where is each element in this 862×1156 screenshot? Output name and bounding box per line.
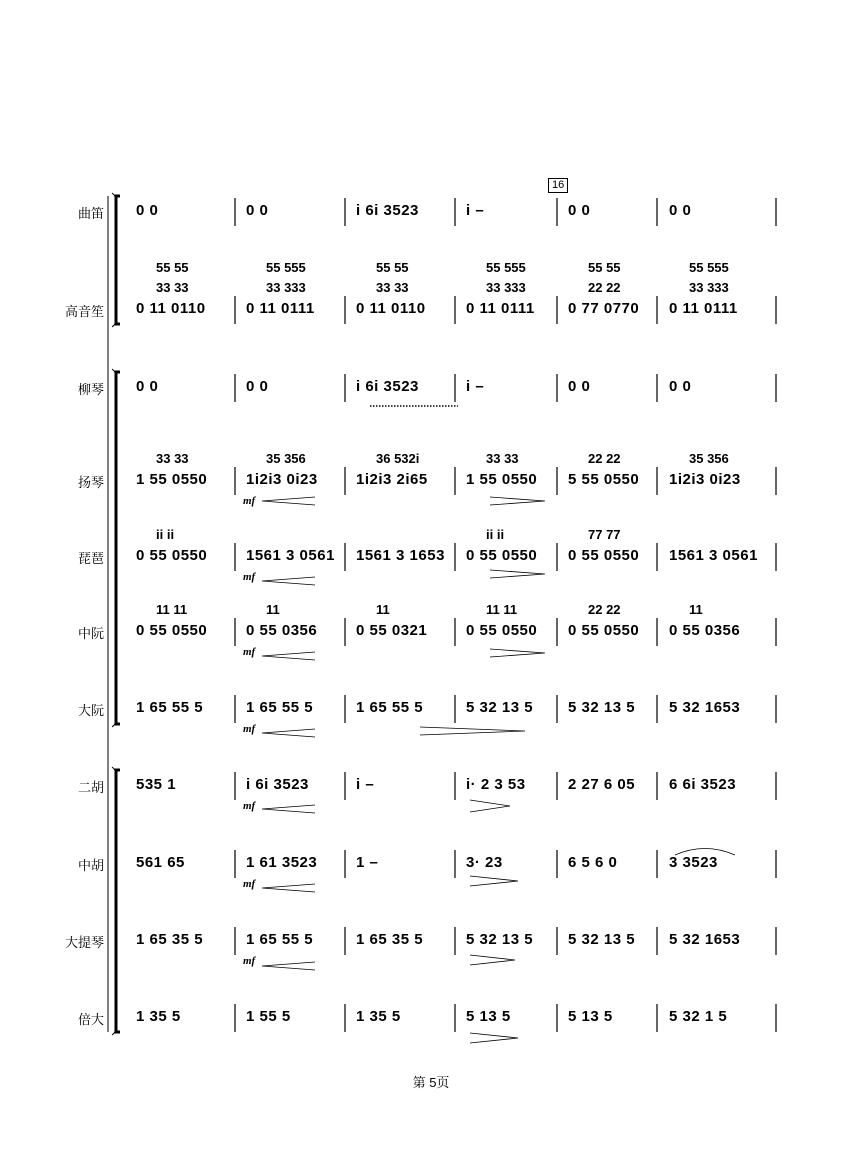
chord-upper-notes: 33 333 <box>266 280 306 295</box>
measure-notes: 5 32 1653 <box>669 699 741 716</box>
measure-notes: 6 6i 3523 <box>669 776 737 793</box>
measure-notes: 535 1 <box>136 776 177 793</box>
measure-notes: 0 55 0550 <box>568 622 640 639</box>
chord-upper-notes: 55 55 <box>156 260 189 275</box>
measure-notes: 0 0 <box>136 202 159 219</box>
measure-notes: 0 77 0770 <box>568 300 640 317</box>
chord-upper-notes: 55 555 <box>486 260 526 275</box>
chord-upper-notes: 33 33 <box>156 280 189 295</box>
instrument-label: 高音笙 <box>64 304 104 319</box>
measure-notes: 1 35 5 <box>136 1008 181 1025</box>
instrument-label: 中胡 <box>77 858 104 873</box>
chord-upper-notes: 22 22 <box>588 602 621 617</box>
measure-notes: 5 13 5 <box>466 1008 511 1025</box>
measure-notes: 0 55 0550 <box>136 547 208 564</box>
measure-notes: 0 0 <box>246 378 269 395</box>
measure-notes: 1 65 35 5 <box>136 931 204 948</box>
measure-notes: 1 65 55 5 <box>356 699 424 716</box>
measure-notes: 1561 3 0561 <box>246 547 335 564</box>
measure-notes: 0 11 0110 <box>136 300 206 317</box>
dynamic-marking: mf <box>243 646 256 658</box>
chord-upper-notes: 22 22 <box>588 451 621 466</box>
instrument-label: 倍大 <box>77 1012 104 1027</box>
rehearsal-mark: 16 <box>548 178 568 193</box>
instrument-label: 大提琴 <box>64 935 104 950</box>
measure-notes: 5 32 1653 <box>669 931 741 948</box>
chord-upper-notes: ii ii <box>486 527 505 542</box>
instrument-label: 中阮 <box>77 626 104 641</box>
measure-notes: 0 11 0111 <box>246 300 315 317</box>
dynamic-marking: mf <box>243 800 256 812</box>
measure-notes: 5 32 13 5 <box>466 699 534 716</box>
measure-notes: i 6i 3523 <box>356 202 419 219</box>
measure-notes: 1i2i3 0i23 <box>246 471 318 488</box>
chord-upper-notes: 55 555 <box>689 260 729 275</box>
measure-notes: 1 55 0550 <box>136 471 208 488</box>
chord-upper-notes: 35 356 <box>689 451 729 466</box>
chord-upper-notes: 11 <box>266 602 280 617</box>
instrument-label: 大阮 <box>77 703 104 718</box>
measure-notes: 2 27 6 05 <box>568 776 636 793</box>
measure-notes: 1561 3 1653 <box>356 547 445 564</box>
instrument-label: 二胡 <box>77 780 104 795</box>
measure-notes: 3 3523 <box>669 854 718 871</box>
measure-notes: 0 55 0356 <box>246 622 318 639</box>
chord-upper-notes: 11 <box>376 602 390 617</box>
chord-upper-notes: 11 11 <box>156 602 188 617</box>
instrument-label: 曲笛 <box>77 206 104 221</box>
measure-notes: 0 55 0550 <box>136 622 208 639</box>
dynamic-marking: mf <box>243 955 256 967</box>
chord-upper-notes: 22 22 <box>588 280 621 295</box>
measure-notes: 5 32 1 5 <box>669 1008 728 1025</box>
measure-notes: 1i2i3 2i65 <box>356 471 428 488</box>
measure-notes: 0 0 <box>568 202 591 219</box>
dynamic-marking: mf <box>243 495 256 507</box>
measure-notes: 0 55 0550 <box>466 547 538 564</box>
chord-upper-notes: 33 333 <box>486 280 526 295</box>
measure-notes: 1 65 35 5 <box>356 931 424 948</box>
measure-notes: 1 – <box>356 854 379 871</box>
measure-notes: 1 35 5 <box>356 1008 401 1025</box>
chord-upper-notes: 55 55 <box>588 260 621 275</box>
chord-upper-notes: 33 333 <box>689 280 729 295</box>
measure-notes: 0 55 0321 <box>356 622 428 639</box>
measure-notes: 0 0 <box>136 378 159 395</box>
chord-upper-notes: 55 555 <box>266 260 306 275</box>
measure-notes: i· 2 3 53 <box>466 776 526 793</box>
measure-notes: 0 0 <box>669 378 692 395</box>
dynamic-marking: mf <box>243 878 256 890</box>
measure-notes: 1 61 3523 <box>246 854 318 871</box>
measure-notes: 0 55 0550 <box>568 547 640 564</box>
measure-notes: i – <box>356 776 375 793</box>
chord-upper-notes: 33 33 <box>486 451 519 466</box>
measure-notes: 0 11 0110 <box>356 300 426 317</box>
chord-upper-notes: 33 33 <box>156 451 189 466</box>
measure-notes: 0 11 0111 <box>466 300 535 317</box>
measure-notes: 0 55 0550 <box>466 622 538 639</box>
chord-upper-notes: 77 77 <box>588 527 621 542</box>
measure-notes: 1 65 55 5 <box>136 699 204 716</box>
instrument-label: 扬琴 <box>77 475 104 490</box>
chord-upper-notes: 55 55 <box>376 260 409 275</box>
measure-notes: 5 32 13 5 <box>568 931 636 948</box>
measure-notes: 561 65 <box>136 854 185 871</box>
instrument-label: 琵琶 <box>77 551 104 566</box>
chord-upper-notes: ii ii <box>156 527 175 542</box>
chord-upper-notes: 33 33 <box>376 280 409 295</box>
measure-notes: 1 65 55 5 <box>246 931 314 948</box>
measure-notes: 1 55 0550 <box>466 471 538 488</box>
measure-notes: 5 32 13 5 <box>568 699 636 716</box>
measure-notes: i – <box>466 378 485 395</box>
measure-notes: i 6i 3523 <box>356 378 419 395</box>
instrument-label: 柳琴 <box>77 382 104 397</box>
chord-upper-notes: 36 532i <box>376 451 420 466</box>
measure-notes: i – <box>466 202 485 219</box>
measure-notes: 1 65 55 5 <box>246 699 314 716</box>
measure-notes: 5 32 13 5 <box>466 931 534 948</box>
measure-notes: 5 13 5 <box>568 1008 613 1025</box>
measure-notes: i 6i 3523 <box>246 776 309 793</box>
measure-notes: 0 0 <box>669 202 692 219</box>
chord-upper-notes: 35 356 <box>266 451 306 466</box>
dynamic-marking: mf <box>243 571 256 583</box>
measure-notes: 3· 23 <box>466 854 503 871</box>
dynamic-marking: mf <box>243 723 256 735</box>
measure-notes: 5 55 0550 <box>568 471 640 488</box>
measure-notes: 1 55 5 <box>246 1008 291 1025</box>
chord-upper-notes: 11 11 <box>486 602 518 617</box>
measure-notes: 1561 3 0561 <box>669 547 758 564</box>
measure-notes: 0 0 <box>568 378 591 395</box>
page-number: 第 5页 <box>412 1075 450 1090</box>
measure-notes: 1i2i3 0i23 <box>669 471 741 488</box>
measure-notes: 0 0 <box>246 202 269 219</box>
measure-notes: 0 11 0111 <box>669 300 738 317</box>
measure-notes: 6 5 6 0 <box>568 854 618 871</box>
measure-notes: 0 55 0356 <box>669 622 741 639</box>
chord-upper-notes: 11 <box>689 602 703 617</box>
